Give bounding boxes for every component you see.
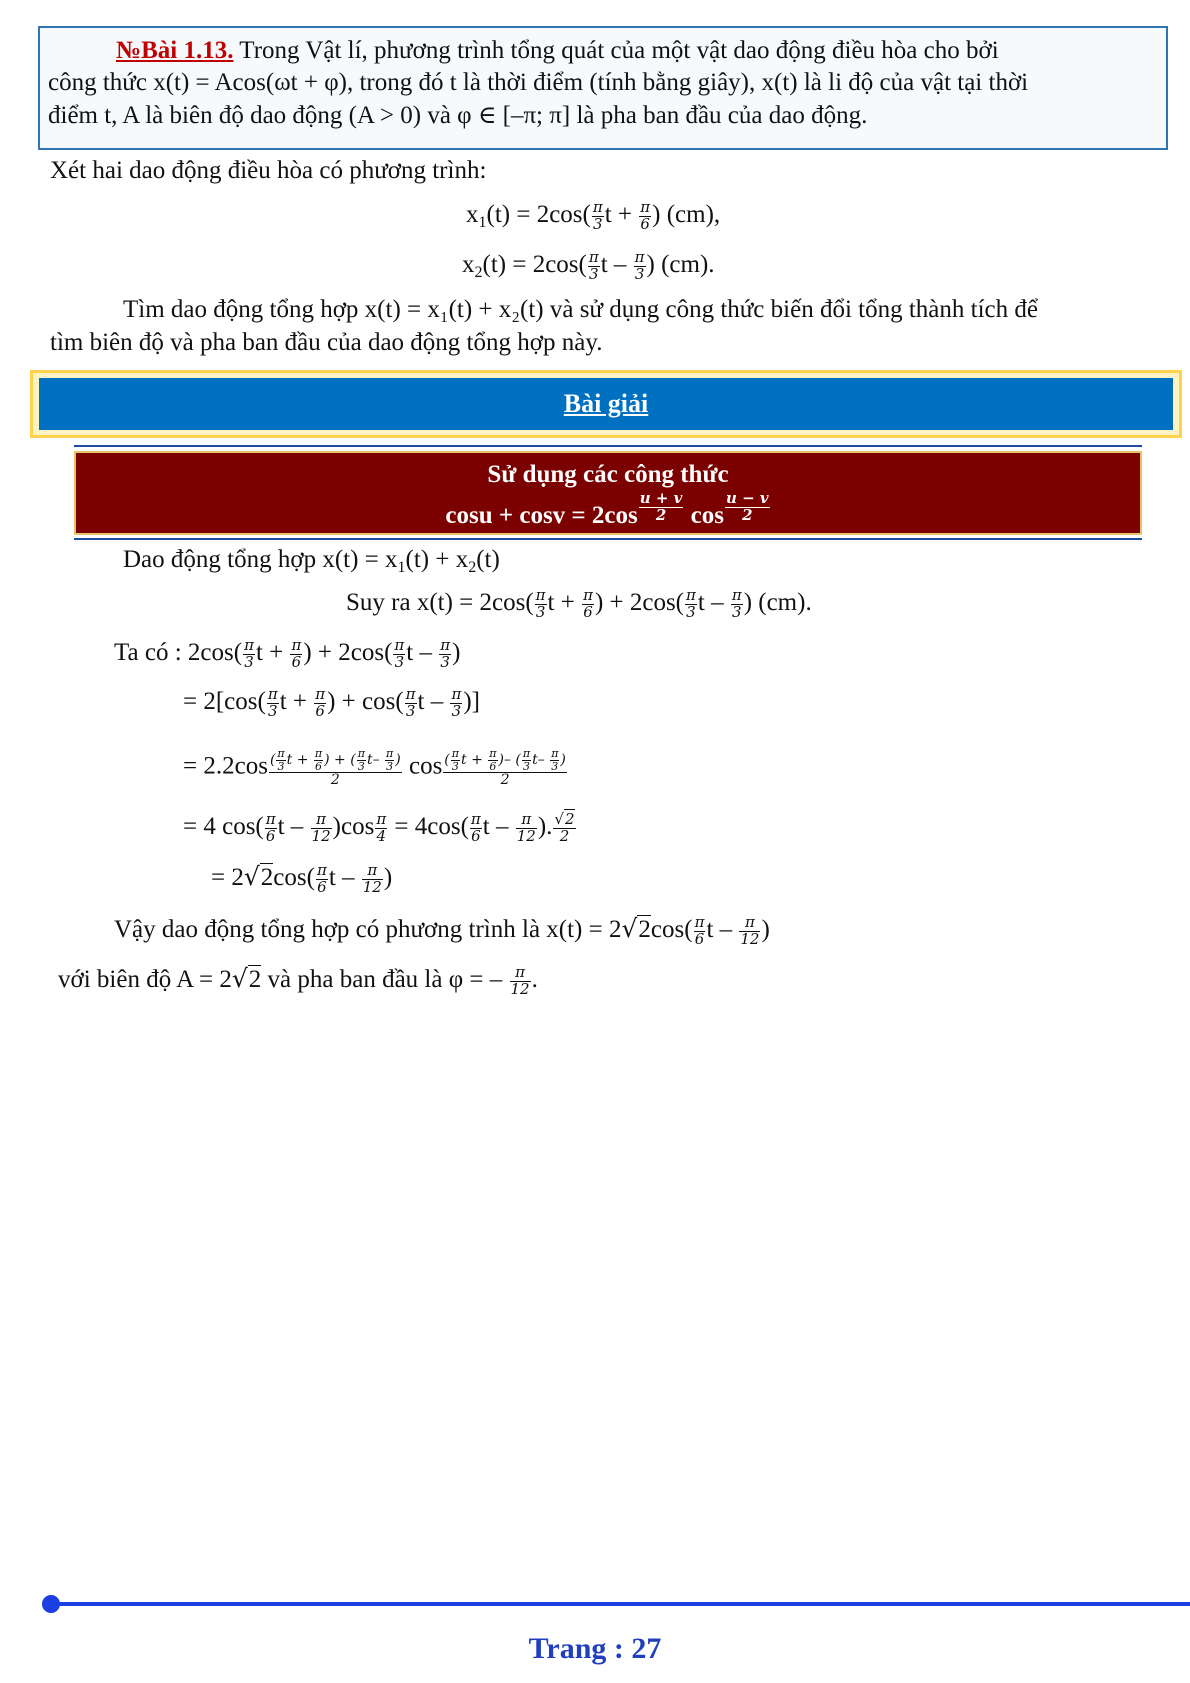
solution-banner <box>30 370 1182 438</box>
formula-top-rule <box>74 445 1142 447</box>
solution-step-4: = 2√2cos( $\frac{\pi}{6}$ t – $\frac{\pi}{12}$ ) <box>211 861 393 896</box>
solution-conclusion-2: với biên độ A = 2√2 và pha ban đầu là φ = – $\frac{\pi}{12}$ . <box>58 963 538 998</box>
solution-step-3: = 4 cos( $\frac{\pi}{6}$ t – $\frac{\pi}{12}$ )cos $\frac{\pi}{4}$ = 4cos( $\frac{\pi}{6}$ t – $\frac{\pi}{12}$ ). $\frac{√2}{2}$ <box>183 810 575 845</box>
solution-sum-line: Dao động tổng hợp $x(t) = x_1(t) + x_2(t)$ <box>123 546 500 576</box>
formula-box-title: Sử dụng các công thức <box>487 461 729 488</box>
question-line-1: Tìm dao động tổng hợp x(t) = x₁(t) + x₂(t) và sử dụng công thức biến đổi tổng thành tích để <box>123 296 1038 323</box>
solution-step-2: = 2.2cos ( $\frac{\pi}{3}$ t + $\frac{\pi}{6}$ ) + ( $\frac{\pi}{3}$ t– $\frac{\pi}{3}$ ) 2 cos ( $\frac{\pi}{3}$ t + $\frac{\pi}{6}$ )– ( $\frac{\pi}{3}$ t– $\frac{\pi}{3}$ ) 2 <box>183 747 566 789</box>
solution-step-1: = 2[cos( $\frac{\pi}{3}$ t + $\frac{\pi}{6}$ ) + cos( $\frac{\pi}{3}$ t – $\frac{\pi}{3}$ )] <box>183 685 480 720</box>
problem-line-3: điểm t, A là biên độ dao động (A > 0) và φ ∈ [–π; π] là pha ban đầu của dao động. <box>48 102 868 129</box>
solution-suy-ra: Suy ra x(t) = 2cos( $\frac{\pi}{3}$ t + $\frac{\pi}{6}$ ) + 2cos( $\frac{\pi}{3}$ t – $\frac{\pi}{3}$ ) (cm). <box>346 586 812 621</box>
solution-banner-label: Bài giải <box>39 378 1173 430</box>
footer-dot-icon <box>42 1595 60 1613</box>
question-line-2: tìm biên độ và pha ban đầu của dao động tổng hợp này. <box>50 329 603 356</box>
footer-rule <box>48 1602 1190 1606</box>
formula-bottom-rule <box>74 538 1142 540</box>
formula-box <box>74 451 1142 535</box>
solution-ta-co: Ta có : 2cos( $\frac{\pi}{3}$ t + $\frac{\pi}{6}$ ) + 2cos( $\frac{\pi}{3}$ t – $\frac{\pi}{3}$ ) <box>114 636 461 671</box>
solution-conclusion-1: Vậy dao động tổng hợp có phương trình là x(t) = 2√2cos( $\frac{\pi}{6}$ t – $\frac{\pi}{12}$ ) <box>114 913 770 948</box>
equation-x2: $x_2(t) = 2\cos$( $\frac{\pi}{3}$ t – $\frac{\pi}{3}$ ) (cm). <box>462 248 715 283</box>
intro-text: Xét hai dao động điều hòa có phương trình: <box>50 157 487 184</box>
page-number: Trang : 27 <box>528 1632 662 1665</box>
problem-line-1: №Bài 1.13. Trong Vật lí, phương trình tổng quát của một vật dao động điều hòa cho bởi <box>116 37 999 64</box>
problem-title: №Bài 1.13. <box>116 37 234 64</box>
equation-x1: $x_1(t) = 2\cos$( $\frac{\pi}{3}$ t + $\frac{\pi}{6}$ ) (cm), <box>466 198 721 233</box>
problem-line-2: công thức x(t) = Acos(ωt + φ), trong đó t là thời điểm (tính bằng giây), x(t) là li độ của vật tại thời <box>48 69 1029 96</box>
formula-box-formula: cosu + cosv = 2cos $\frac{u + v}{2}$ cos $\frac{u - v}{2}$ <box>445 489 769 529</box>
